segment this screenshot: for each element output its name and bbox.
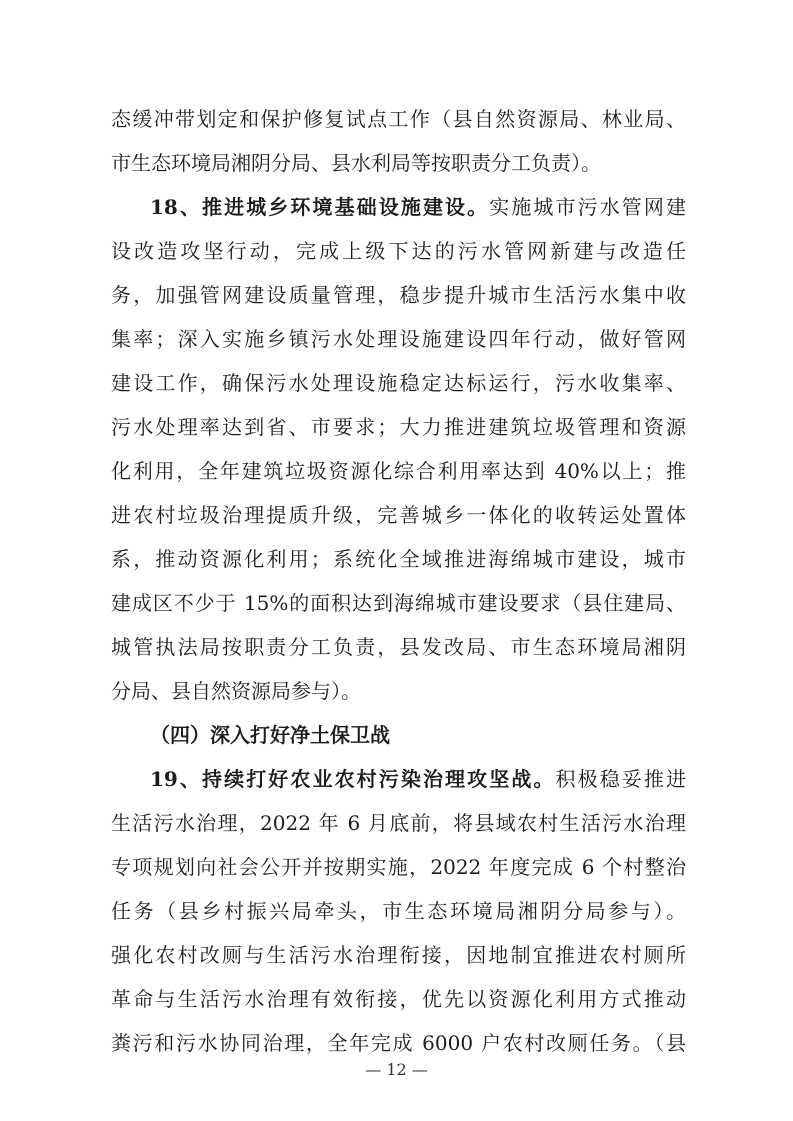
text-line: 进农村垃圾治理提质升级，完善城乡一体化的收转运处置体 xyxy=(111,503,686,527)
paragraph-19-text: 积极稳妥推进 xyxy=(555,767,686,791)
paragraph-19-first-line xyxy=(150,757,686,801)
text-line: 系，推动资源化利用；系统化全域推进海绵城市建设，城市 xyxy=(111,547,686,571)
text-line: 集率；深入实施乡镇污水处理设施建设四年行动，做好管网 xyxy=(111,327,686,351)
text-line: 粪污和污水协同治理，全年完成 6000 户农村改厕任务。（县 xyxy=(111,1031,686,1055)
text-line: 强化农村改厕与生活污水治理衔接，因地制宜推进农村厕所 xyxy=(111,943,686,967)
text-line: 态缓冲带划定和保护修复试点工作（县自然资源局、林业局、 xyxy=(111,107,686,131)
text-line: 分局、县自然资源局参与）。 xyxy=(111,679,361,703)
paragraph-18-title: 18、推进城乡环境基础设施建设。 xyxy=(150,195,490,219)
text-line: 任务（县乡村振兴局牵头，市生态环境局湘阴分局参与）。 xyxy=(111,899,686,923)
text-line: 市生态环境局湘阴分局、县水利局等按职责分工负责）。 xyxy=(111,151,601,175)
section-heading xyxy=(150,713,390,757)
paragraph-18-first-line xyxy=(150,185,686,229)
page-number: — 12 — xyxy=(365,1060,428,1079)
text-line: 专项规划向社会公开并按期实施，2022 年度完成 6 个村整治 xyxy=(111,855,686,879)
text-line: 生活污水治理，2022 年 6 月底前，将县域农村生活污水治理 xyxy=(111,811,686,835)
text-line: 城管执法局按职责分工负责，县发改局、市生态环境局湘阴 xyxy=(111,635,686,659)
text-line: 革命与生活污水治理有效衔接，优先以资源化利用方式推动 xyxy=(111,987,686,1011)
text-line: 建设工作，确保污水处理设施稳定达标运行，污水收集率、 xyxy=(111,371,686,395)
text-line: 建成区不少于 15%的面积达到海绵城市建设要求（县住建局、 xyxy=(111,591,686,615)
text-line: 务，加强管网建设质量管理，稳步提升城市生活污水集中收 xyxy=(111,283,686,307)
text-line: 设改造攻坚行动，完成上级下达的污水管网新建与改造任 xyxy=(111,239,686,263)
text-line: 污水处理率达到省、市要求；大力推进建筑垃圾管理和资源 xyxy=(111,415,686,439)
paragraph-19-title: 19、持续打好农业农村污染治理攻坚战。 xyxy=(150,767,556,791)
section-heading-text: （四）深入打好净土保卫战 xyxy=(150,723,390,747)
text-line: 化利用，全年建筑垃圾资源化综合利用率达到 40%以上；推 xyxy=(111,459,686,483)
paragraph-18-text: 实施城市污水管网建 xyxy=(489,195,686,219)
